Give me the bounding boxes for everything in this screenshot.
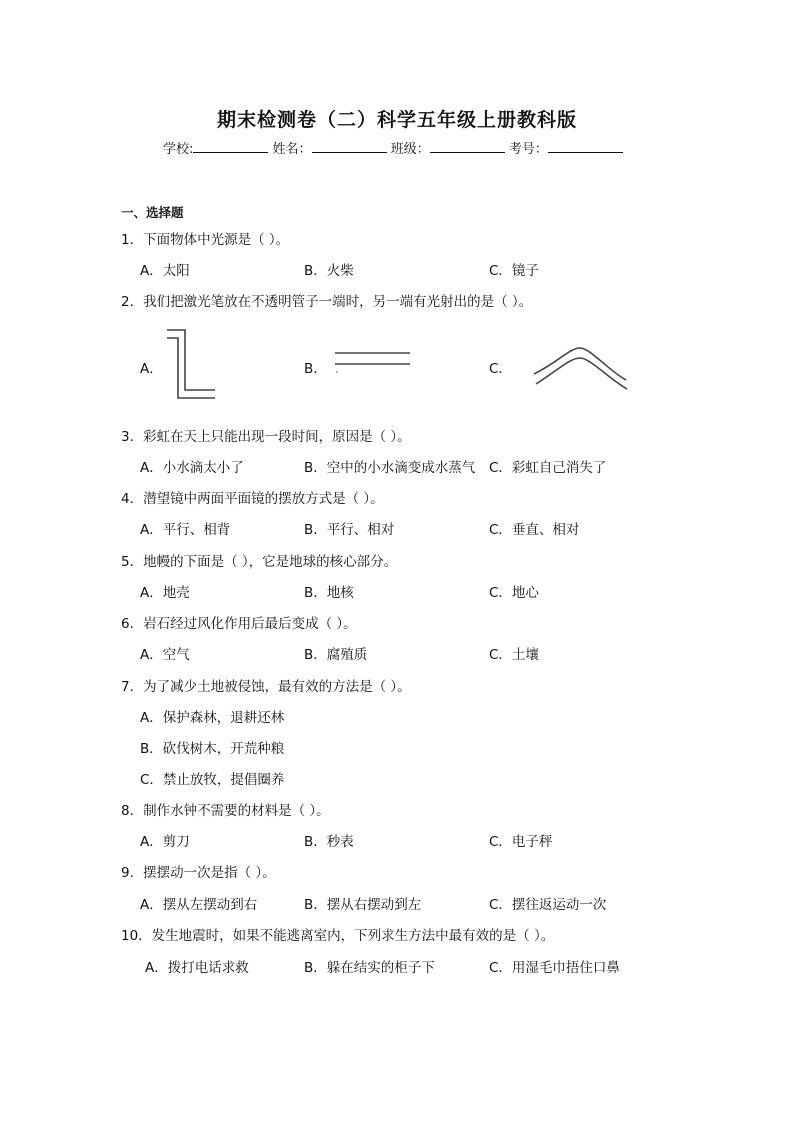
name-blank — [312, 140, 387, 153]
straight-tube-figure — [330, 346, 415, 376]
question-6-option-a: A．空气 — [140, 647, 190, 663]
question-1-option-a: A．太阳 — [140, 263, 190, 279]
bent-tube-figure — [165, 328, 220, 402]
question-5-option-c: C．地心 — [489, 585, 539, 601]
question-6-option-c: C．土壤 — [489, 647, 539, 663]
question-7-option-c: C．禁止放牧，提倡圈养 — [140, 772, 285, 788]
exam-no-label: 考号： — [508, 142, 548, 157]
question-3-option-b: B．空中的小水滴变成水蒸气 — [304, 460, 476, 476]
question-4-option-a: A．平行、相背 — [140, 522, 231, 538]
question-10-option-c: C．用湿毛巾捂住口鼻 — [489, 960, 620, 976]
question-7-option-a: A．保护森林，退耕还林 — [140, 710, 285, 726]
exam-no-blank — [548, 140, 623, 153]
question-9-option-c: C．摆往返运动一次 — [489, 897, 607, 913]
class-blank — [430, 140, 505, 153]
question-3-option-c: C．彩虹自己消失了 — [489, 460, 607, 476]
question-8-stem: 8．制作水钟不需要的材料是（ ）。 — [121, 803, 330, 819]
question-8-option-c: C．电子秤 — [489, 834, 553, 850]
question-10-stem: 10．发生地震时，如果不能逃离室内，下列求生方法中最有效的是（ ）。 — [121, 928, 555, 944]
question-10-option-a: A．拨打电话求救 — [145, 960, 249, 976]
question-4-option-c: C．垂直、相对 — [489, 522, 580, 538]
question-6-stem: 6．岩石经过风化作用后最后变成（ ）。 — [121, 616, 357, 632]
question-7-option-b: B．砍伐树木，开荒种粮 — [140, 741, 285, 757]
page-title: 期末检测卷（二）科学五年级上册教科版 — [216, 109, 577, 131]
question-5-option-a: A．地壳 — [140, 585, 190, 601]
curved-tube-figure — [528, 340, 633, 392]
question-4-option-b: B．平行、相对 — [304, 522, 395, 538]
question-1-option-b: B．火柴 — [304, 263, 354, 279]
question-9-stem: 9．摆摆动一次是指（ ）。 — [121, 865, 276, 881]
question-4-stem: 4．潜望镜中两面平面镜的摆放方式是（ ）。 — [121, 491, 384, 507]
question-5-stem: 5．地幔的下面是（ ），它是地球的核心部分。 — [121, 554, 398, 570]
question-2-option-b: B． — [304, 361, 327, 377]
school-blank — [193, 140, 268, 153]
question-9-option-b: B．摆从右摆动到左 — [304, 897, 422, 913]
question-5-option-b: B．地核 — [304, 585, 354, 601]
question-1-option-c: C．镜子 — [489, 263, 539, 279]
question-2-option-a: A． — [140, 361, 163, 377]
question-8-option-a: A．剪刀 — [140, 834, 190, 850]
class-label: 班级： — [390, 142, 430, 157]
question-8-option-b: B．秒表 — [304, 834, 354, 850]
question-10-option-b: B．躲在结实的柜子下 — [304, 960, 435, 976]
question-6-option-b: B．腐殖质 — [304, 647, 368, 663]
section-title: 一、选择题 — [121, 205, 184, 220]
question-2-stem: 2．我们把激光笔放在不透明管子一端时，另一端有光射出的是（ ）。 — [121, 294, 533, 310]
question-3-stem: 3．彩虹在天上只能出现一段时间，原因是（ ）。 — [121, 429, 411, 445]
question-9-option-a: A．摆从左摆动到右 — [140, 897, 258, 913]
student-info-line — [163, 138, 623, 157]
name-label: 姓名： — [272, 142, 312, 157]
school-label: 学校: — [163, 142, 194, 157]
question-2-option-c: C． — [489, 361, 512, 377]
question-7-stem: 7．为了减少土地被侵蚀，最有效的方法是（ ）。 — [121, 679, 411, 695]
question-3-option-a: A．小水滴太小了 — [140, 460, 244, 476]
question-1-stem: 1．下面物体中光源是（ ）。 — [121, 232, 290, 248]
